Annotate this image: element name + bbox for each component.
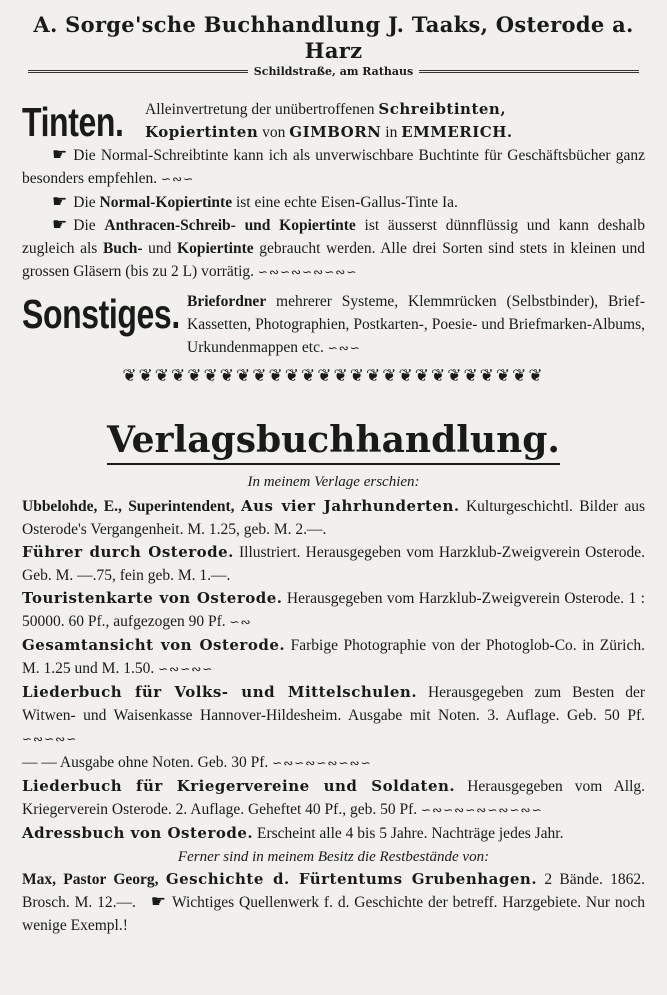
entry-rest: Ausgabe ohne Noten. Geb. 30 Pf. <box>59 754 269 771</box>
address-line <box>22 65 645 78</box>
p3-pre: Die <box>73 217 96 234</box>
tinten-p3 <box>22 214 645 284</box>
intro-bold: Schreibtinten, <box>378 100 507 118</box>
entry-title: Aus vier Jahrhunderten. <box>240 497 460 515</box>
von-label: von <box>262 124 286 141</box>
double-rule-right <box>419 70 639 73</box>
list-item <box>22 822 645 845</box>
list-item <box>22 868 645 937</box>
p2-bold: Normal-Kopiertinte <box>99 194 233 211</box>
entry-rest: Farbige Photographie von der Photoglob-Co. in Zürich. M. 1.25 und M. 1.50. <box>22 637 645 677</box>
list-item <box>22 681 645 751</box>
p3-mid: ist äusserst dünnflüssig und kann deshalb zugleich als <box>22 217 645 257</box>
intro-plain: Alleinvertretung der unübertroffenen <box>145 101 375 118</box>
double-rule-left <box>28 70 248 73</box>
verlag-title-text: Verlagsbuchhandlung. <box>107 419 560 465</box>
p3-post: gebraucht werden. Alle drei Sorten sind stets in kleinen und grossen Gläsern (bis zu 2 L) vorrätig. <box>22 240 646 280</box>
p2-pre: Die <box>73 194 96 211</box>
p2-post: ist eine echte Eisen-Gallus-Tinte Ia. <box>235 194 458 211</box>
pointing-hand-icon: ☛ <box>150 892 166 912</box>
tinten-heading-wrap <box>22 99 152 145</box>
kopiertinten-label: Kopiertinten <box>145 123 259 141</box>
pointing-hand-icon: ☛ <box>52 215 68 235</box>
tinten-heading: Tinten. <box>22 99 124 145</box>
scroll-ornament-icon: ∽∾∽ <box>327 341 361 355</box>
list-item <box>22 541 645 587</box>
entry-rest: Erscheint alle 4 bis 5 Jahre. Nachträge jedes Jahr. <box>257 825 564 842</box>
list-item <box>22 587 645 634</box>
scroll-ornament-icon: ∽∾∽∾∽∾∽∾∽ <box>272 756 372 770</box>
entry-rest: Herausgegeben vom Allg. Kriegerverein Osterode. 2. Auflage. Geheftet 40 Pf., geb. 50 Pf. <box>22 778 646 818</box>
sonstiges-heading: Sonstiges. <box>22 291 180 337</box>
sonstiges-heading-wrap <box>22 291 192 337</box>
ferner-line: Ferner sind in meinem Besitz die Restbestände von: <box>177 849 490 865</box>
entry-lead: Ubbelohde, E., Superintendent, <box>22 498 235 515</box>
entry-title: Liederbuch für Kriegervereine und Soldaten. <box>22 777 456 795</box>
max-lead: Max, Pastor Georg, <box>22 871 159 888</box>
scroll-ornament-icon: ∽∾∽ <box>161 172 195 186</box>
max-note: Wichtiges Quellenwerk f. d. Geschichte der betreff. Harzgebiete. Nur noch wenige Exempl.! <box>22 894 646 934</box>
entry-rest: Kulturgeschichtl. Bilder aus Osterode's Vergangenheit. M. 1.25, geb. M. 2.—. <box>22 498 646 538</box>
entry-title: Touristenkarte von Osterode. <box>22 589 283 607</box>
list-item <box>22 495 645 541</box>
entry-title: Führer durch Osterode. <box>22 543 234 561</box>
p3-bold3: Kopiertinte <box>177 240 254 257</box>
scroll-ornament-icon: ∽∾∽∾∽∾∽∾∽ <box>257 265 358 279</box>
entry-rest: Herausgegeben zum Besten der Witwen- und Waisenkasse Hannover-Hildesheim. Ausgabe mit Noten. 3. Auflage. Geb. 50 Pf. <box>22 684 645 724</box>
max-rest: 2 Bände. 1862. Brosch. M. 12.—. <box>22 871 646 911</box>
list-item <box>22 751 645 775</box>
briefordner-label: Briefordner <box>187 293 267 310</box>
scroll-ornament-icon: ∽∾ <box>229 615 252 629</box>
tinten-line-2 <box>145 121 645 144</box>
entry-rest: Herausgegeben vom Harzklub-Zweigverein Osterode. 1 : 50000. 60 Pf., aufgezogen 90 Pf. <box>22 590 645 630</box>
sonstiges-section <box>22 290 645 360</box>
p3-bold: Anthracen-Schreib- und Kopiertinte <box>104 217 356 234</box>
entry-title: Adressbuch von Osterode. <box>22 824 254 842</box>
address-text: Schildstraße, am Rathaus <box>253 65 414 78</box>
page-header-title: A. Sorge'sche Buchhandlung J. Taaks, Osterode a. Harz <box>33 12 634 63</box>
fleuron-divider: ❦❦❦❦❦❦❦❦❦❦❦❦❦❦❦❦❦❦❦❦❦❦❦❦❦❦ <box>122 366 545 386</box>
p3-bold2: Buch- <box>102 240 143 257</box>
list-item <box>22 775 645 822</box>
verlag-title <box>22 420 645 460</box>
p3-mid2: und <box>148 240 172 257</box>
tinten-line-1 <box>145 98 645 121</box>
tinten-p2 <box>22 191 645 214</box>
emmerich-label: EMMERICH. <box>401 123 513 141</box>
p1-text: Die Normal-Schreibtinte kann ich als unverwischbare Buchtinte für Geschäftsbücher ganz besonders empfehlen. <box>22 147 645 187</box>
max-title: Geschichte d. Fürtentums Grubenhagen. <box>165 870 538 888</box>
scroll-ornament-icon: ∽∾∽∾∽ <box>22 732 78 746</box>
scroll-ornament-icon: ∽∾∽∾∽∾∽∾∽∾∽ <box>421 803 543 817</box>
pointing-hand-icon: ☛ <box>52 192 68 212</box>
sonstiges-text: mehrerer Systeme, Klemmrücken (Selbstbinder), Brief-Kassetten, Photographien, Postkarten-, Poesie- und Briefmarken-Albums, Urkundenmappen etc. <box>187 293 645 356</box>
entry-lead: — — <box>22 754 57 771</box>
verlag-intro: In meinem Verlage erschien: <box>247 474 420 490</box>
tinten-p1 <box>22 144 645 191</box>
pointing-hand-icon: ☛ <box>52 145 68 165</box>
entry-title: Liederbuch für Volks- und Mittelschulen. <box>22 683 418 701</box>
scroll-ornament-icon: ∽∾∽∾∽ <box>158 662 214 676</box>
verlag-list <box>22 495 645 845</box>
entry-title: Gesamtansicht von Osterode. <box>22 636 286 654</box>
entry-rest: Illustriert. Herausgegeben vom Harzklub-Zweigverein Osterode. Geb. M. —.75, fein geb. M. 1.—. <box>22 544 645 584</box>
gimborn-label: GIMBORN <box>289 123 382 141</box>
tinten-section <box>22 98 645 284</box>
list-item <box>22 634 645 681</box>
in-label: in <box>385 124 398 141</box>
